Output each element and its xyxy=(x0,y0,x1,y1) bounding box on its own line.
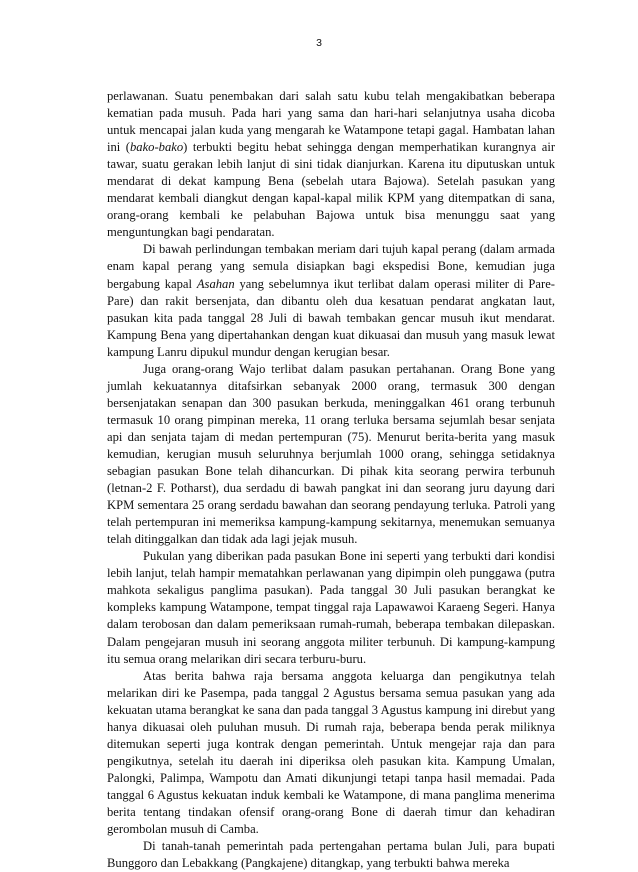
text-segment: Juga orang-orang Wajo terlibat dalam pasukan pertahanan. Orang Bone yang jumlah kekuatannya ditafsirkan sebanyak 2000 orang, termasuk 300 dengan bersenjatakan senapan dan 300 pasukan berkuda, meninggalkan 461 orang terbunuh termasuk 10 orang pimpinan mereka, 11 orang terluka bersama sejumlah besar senjata api dan senjata tajam di medan pertempuran (75). Menurut berita-berita yang masuk kemudian, kerugian musuh seluruhnya berjumlah 1000 orang, sehingga setidaknya sebagian pasukan Bone telah dihancurkan. Di pihak kita seorang perwira terbunuh (letnan-2 F. Potharst), dua serdadu di bawah pangkat ini dan seorang juru dayung dari KPM sementara 25 orang serdadu bawahan dan seorang pendayung terluka. Patroli yang telah pertempuran ini memeriksa kampung-kampung sekitarnya, menemukan semuanya telah ditinggalkan dan tidak ada lagi jejak musuh. xyxy=(107,361,555,547)
page-number: 3 xyxy=(316,37,322,49)
text-segment: Di bawah perlindungan tembakan meriam dari tujuh kapal perang (dalam armada enam kapal perang yang semula disiapkan bagi ekspedisi Bone, kemudian juga bergabung kapal xyxy=(107,242,555,291)
paragraph-p3 xyxy=(107,361,555,549)
text-segment: yang sebelumnya ikut terlibat dalam operasi militer di Pare-Pare) dan rakit bersenjata, dan dibantu oleh dua kesatuan pendarat angkatan laut, pasukan kita pada tanggal 28 Juli di bawah tembakan gencar musuh ikut mendarat. Kampung Bena yang dipertahankan dengan kuat dikuasai dan musuh yang masuk lewat kampung Lanru dipukul mundur dengan kerugian besar. xyxy=(107,276,555,359)
text-segment: Di tanah-tanah pemerintah pada pertengahan pertama bulan Juli, para bupati Bunggoro dan Lebakkang (Pangkajene) ditangkap, yang terbukti bahwa mereka xyxy=(107,839,555,871)
body-text xyxy=(107,88,555,872)
paragraph-p4 xyxy=(107,548,555,667)
text-segment: Pukulan yang diberikan pada pasukan Bone ini seperti yang terbukti dari kondisi lebih lanjut, telah hampir mematahkan perlawanan yang dipimpin oleh punggawa (putra mahkota sekaligus panglima pasukan). Pada tanggal 30 Juli pasukan berangkat ke kompleks kampung Watampone, tempat tinggal raja Lapawawoi Karaeng Segeri. Hanya dalam terobosan dan dalam pemeriksaan rumah-rumah, beberapa tembakan dilepaskan. Dalam pengejaran musuh ini seorang anggota militer terbunuh. Di kampung-kampung itu semua orang melarikan diri secara terburu-buru. xyxy=(107,549,555,666)
paragraph-p6 xyxy=(107,838,555,872)
text-segment: ) terbukti begitu hebat sehingga dengan memperhatikan kurangnya air tawar, suatu gerakan lebih lanjut di sini tidak dianjurkan. Karena itu diputuskan untuk mendarat di dekat kampung Bena (sebelah utara Bajowa). Setelah pasukan yang mendarat kembali diangkut dengan kapal-kapal milik KPM yang ditempatkan di sana, orang-orang kembali ke pelabuhan Bajowa untuk bisa menunggu saat yang menguntungkan bagi pendaratan. xyxy=(107,140,556,240)
italic-term: Asahan xyxy=(196,276,235,291)
paragraph-p5 xyxy=(107,668,555,838)
text-segment: perlawanan. Suatu penembakan dari salah satu kubu telah mengakibatkan beberapa kematian pada musuh. Pada hari yang sama dan hari-hari selanjutnya usaha dicoba untuk mencapai jalan kuda yang mengarah ke Watampone tetapi gagal. Hambatan lahan ini ( xyxy=(107,89,555,155)
text-segment: Atas berita bahwa raja bersama anggota keluarga dan pengikutnya telah melarikan diri ke Pasempa, pada tanggal 2 Agustus bersama semua pasukan yang ada kekuatan utama berangkat ke sana dan pada tanggal 3 Agustus kampung ini direbut yang hanya dikuasai oleh puluhan musuh. Di rumah raja, beberapa benda perak miliknya ditemukan seperti juga kontrak dengan pemerintah. Untuk mengejar raja dan para pengikutnya, setelah itu daerah ini diperiksa oleh pasukan kita. Kampung Umalan, Palongki, Palimpa, Wampotu dan Amati dikunjungi tetapi tanpa hasil memadai. Pada tanggal 6 Agustus kekuatan induk kembali ke Watampone, di mana panglima menerima berita tentang tindakan ofensif orang-orang Bone di daerah timur dan kehadiran gerombolan musuh di Camba. xyxy=(107,668,555,837)
paragraph-p1 xyxy=(107,88,555,241)
paragraph-p2 xyxy=(107,241,555,360)
italic-term: bako-bako xyxy=(129,140,184,155)
